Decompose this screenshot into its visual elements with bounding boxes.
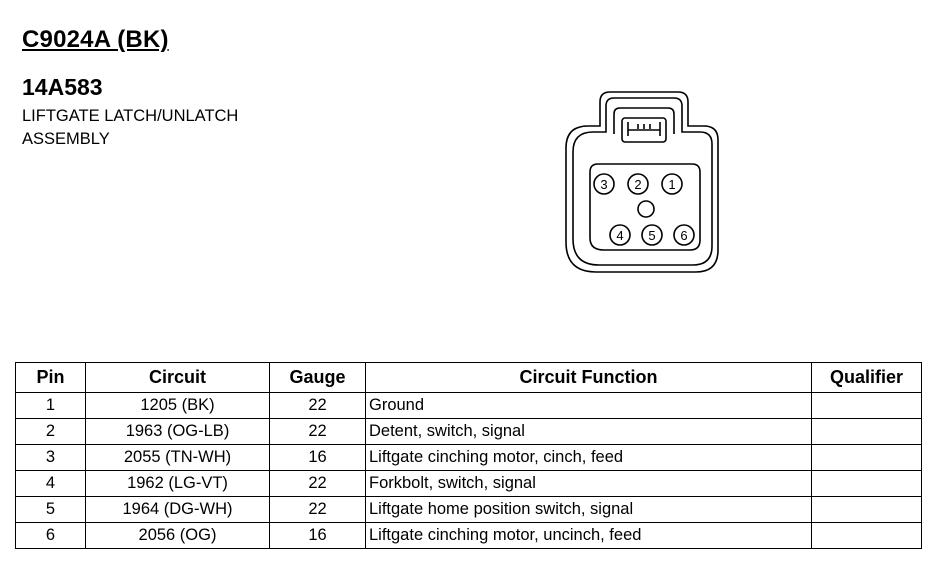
header-circuit-function: Circuit Function — [366, 363, 812, 393]
part-number: 14A583 — [22, 74, 103, 100]
cell-qualifier — [812, 393, 922, 419]
cell-function: Liftgate cinching motor, uncinch, feed — [366, 523, 812, 549]
header-pin: Pin — [16, 363, 86, 393]
cell-circuit: 2056 (OG) — [86, 523, 270, 549]
cell-pin: 4 — [16, 471, 86, 497]
cell-gauge: 16 — [270, 445, 366, 471]
part-description-line: LIFTGATE LATCH/UNLATCH — [22, 107, 239, 125]
connector-face-diagram — [560, 88, 730, 278]
cell-function: Liftgate cinching motor, cinch, feed — [366, 445, 812, 471]
cell-gauge: 22 — [270, 471, 366, 497]
pin-label-3: 3 — [600, 177, 608, 192]
cell-circuit: 1964 (DG-WH) — [86, 497, 270, 523]
cell-qualifier — [812, 523, 922, 549]
cell-pin: 5 — [16, 497, 86, 523]
cell-gauge: 16 — [270, 523, 366, 549]
cell-function: Detent, switch, signal — [366, 419, 812, 445]
cell-pin: 1 — [16, 393, 86, 419]
connector-id: C9024A (BK) — [22, 26, 169, 53]
table-row — [16, 419, 922, 445]
pin-label-6: 6 — [680, 228, 688, 243]
cell-pin: 3 — [16, 445, 86, 471]
pin-label-1: 1 — [668, 177, 676, 192]
pin-label-5: 5 — [648, 228, 656, 243]
part-description — [22, 105, 342, 151]
table-row — [16, 445, 922, 471]
cell-qualifier — [812, 497, 922, 523]
cell-qualifier — [812, 445, 922, 471]
header-qualifier: Qualifier — [812, 363, 922, 393]
cell-gauge: 22 — [270, 497, 366, 523]
pinout-table — [15, 362, 922, 549]
cell-circuit: 1963 (OG-LB) — [86, 419, 270, 445]
cell-qualifier — [812, 471, 922, 497]
cell-circuit: 1962 (LG-VT) — [86, 471, 270, 497]
connector-housing-outer — [566, 92, 718, 272]
part-description-line: ASSEMBLY — [22, 130, 110, 148]
center-keyway — [638, 201, 654, 217]
pin-label-2: 2 — [634, 177, 642, 192]
table-row — [16, 393, 922, 419]
header-gauge: Gauge — [270, 363, 366, 393]
cell-pin: 6 — [16, 523, 86, 549]
cell-pin: 2 — [16, 419, 86, 445]
cell-function: Forkbolt, switch, signal — [366, 471, 812, 497]
cell-gauge: 22 — [270, 393, 366, 419]
cell-function: Ground — [366, 393, 812, 419]
cell-gauge: 22 — [270, 419, 366, 445]
header-circuit: Circuit — [86, 363, 270, 393]
table-header-row — [16, 363, 922, 393]
table-row — [16, 523, 922, 549]
cell-circuit: 2055 (TN-WH) — [86, 445, 270, 471]
pin-label-4: 4 — [616, 228, 624, 243]
table-row — [16, 497, 922, 523]
cell-function: Liftgate home position switch, signal — [366, 497, 812, 523]
cell-circuit: 1205 (BK) — [86, 393, 270, 419]
cell-qualifier — [812, 419, 922, 445]
table-row — [16, 471, 922, 497]
